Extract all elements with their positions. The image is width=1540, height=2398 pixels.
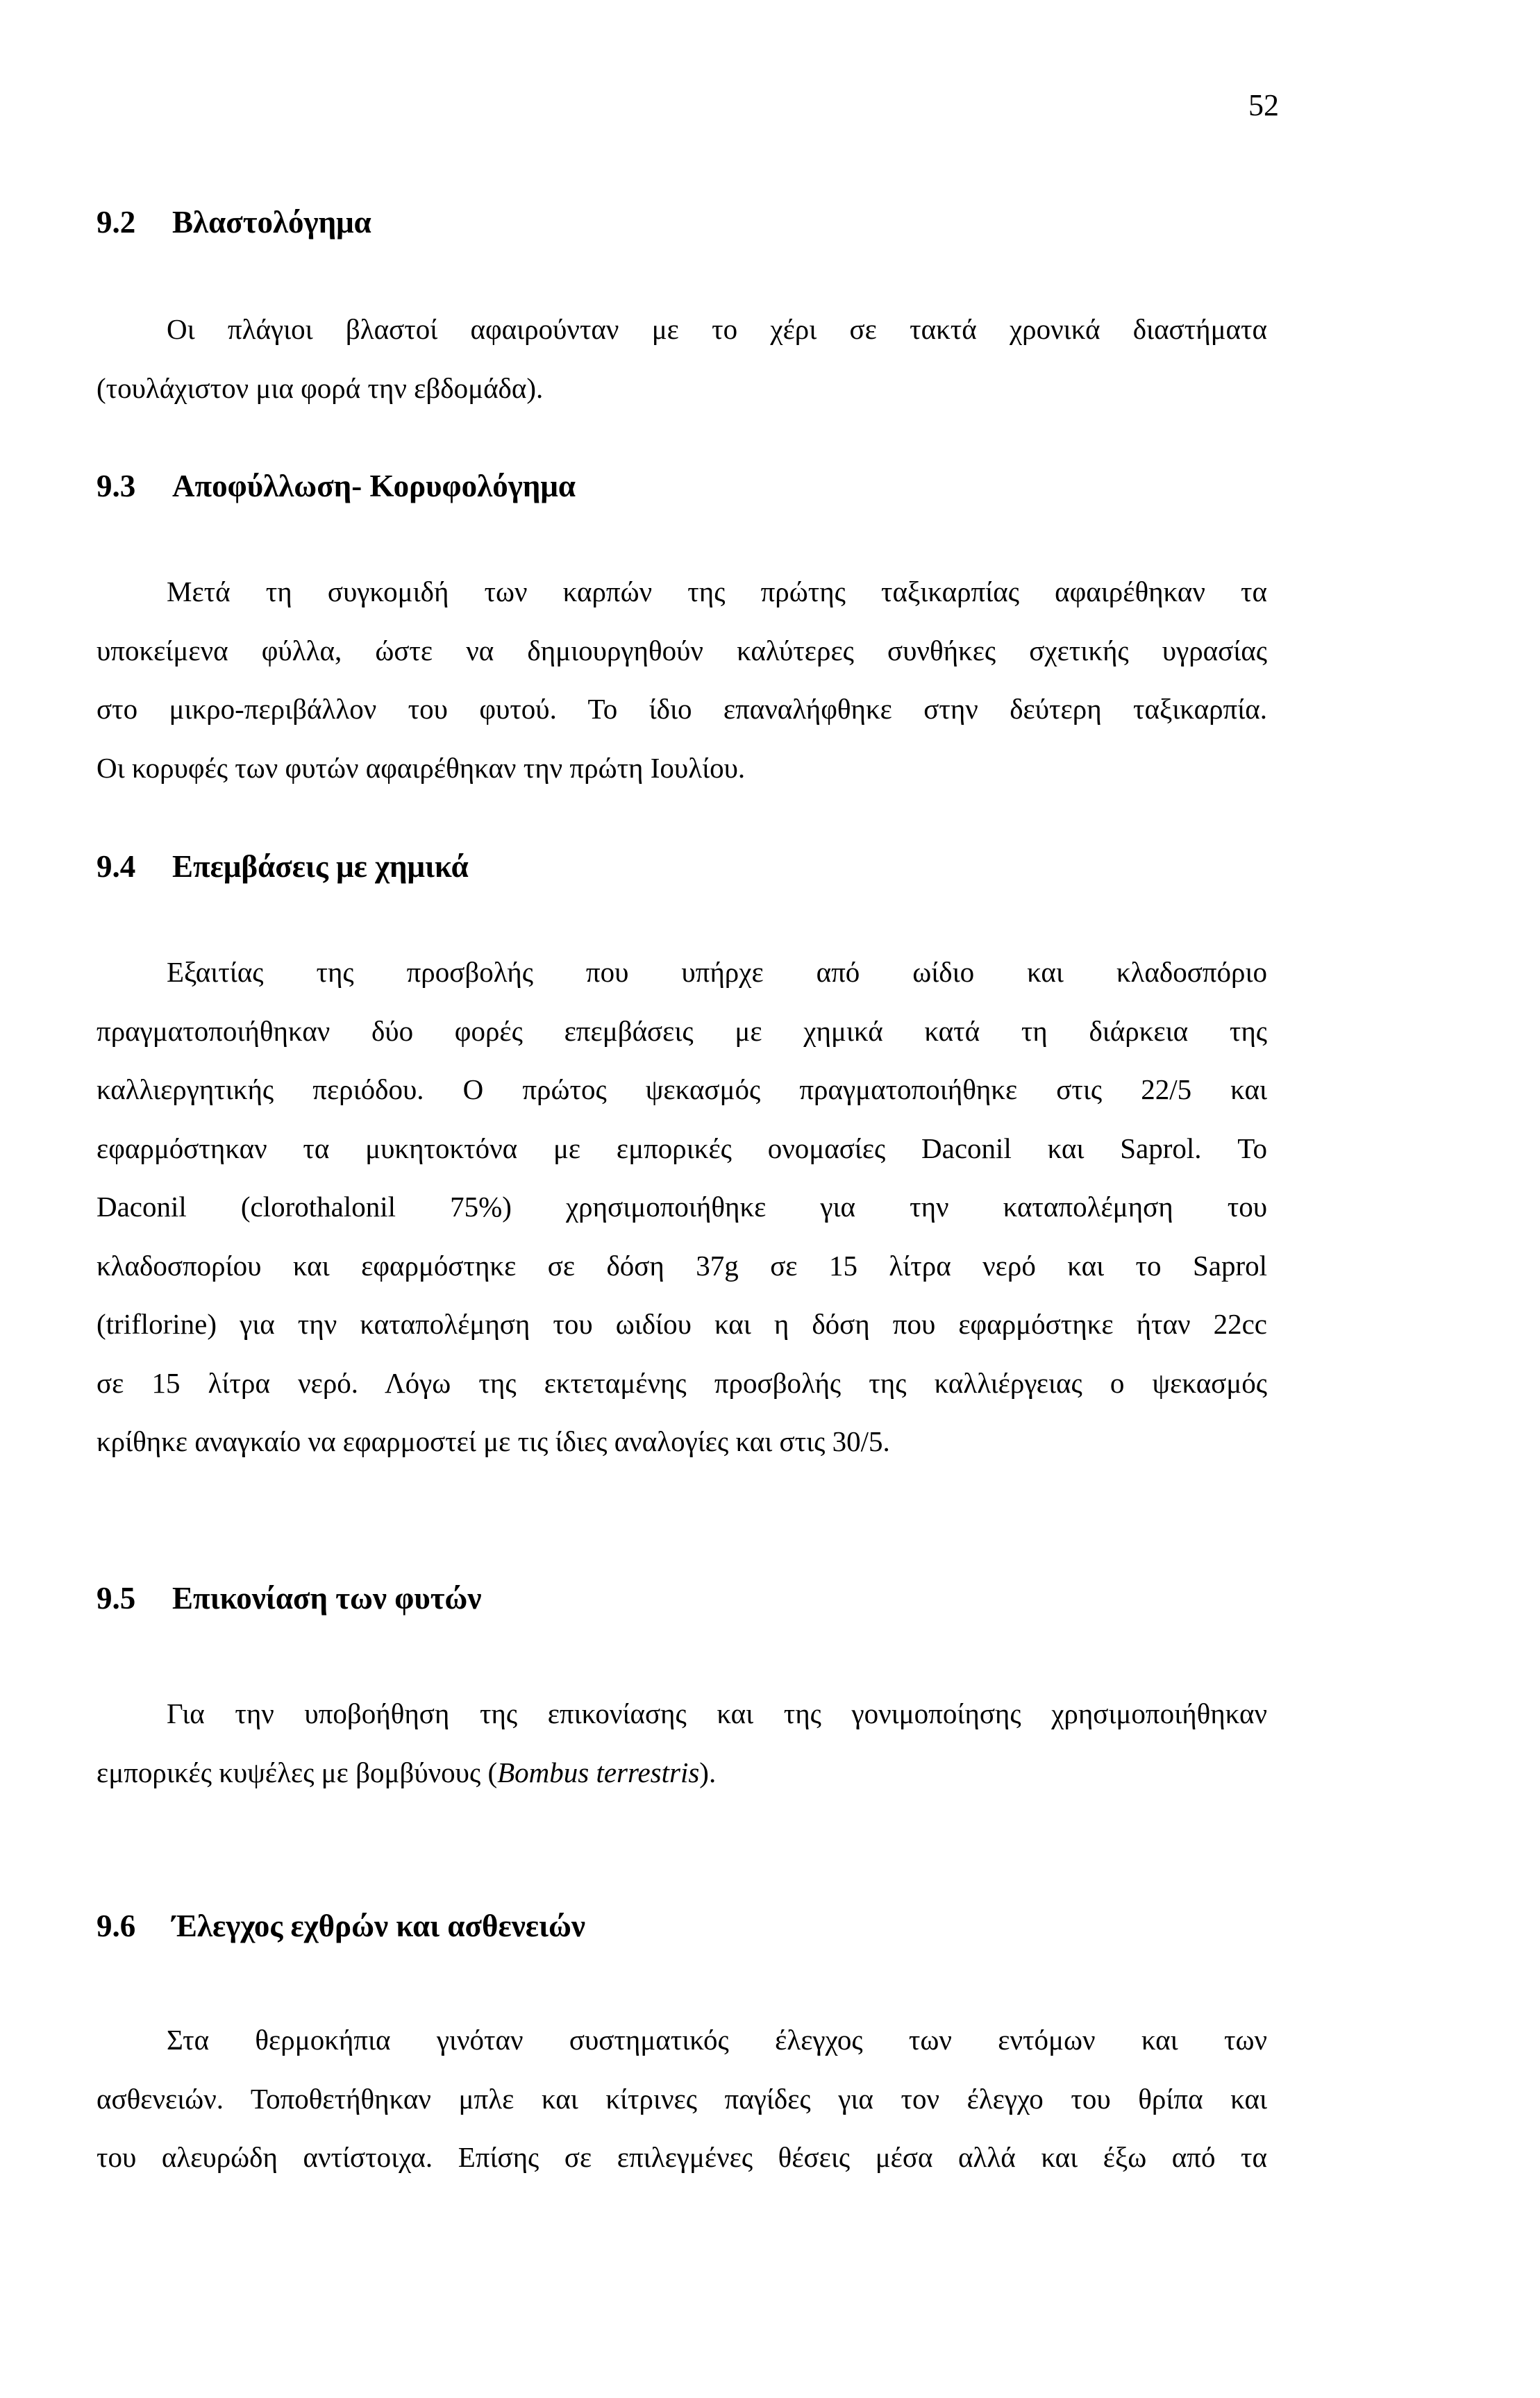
section-number: 9.3 — [97, 469, 136, 503]
section-number: 9.5 — [97, 1581, 136, 1616]
section-title: Επικονίαση των φυτών — [172, 1581, 482, 1616]
section-number: 9.4 — [97, 849, 136, 884]
section-heading-9-2 — [97, 201, 371, 243]
text-line: κλαδοσπορίου και εφαρμόστηκε σε δόση 37g σε 15 λίτρα νερό και το Saprol — [97, 1249, 1267, 1282]
text-line: σε 15 λίτρα νερό. Λόγω της εκτεταμένης προσβολής της καλλιέργειας ο ψεκασμός — [97, 1366, 1267, 1399]
paragraph-9-3 — [97, 562, 1267, 797]
text-line: Για την υποβοήθηση της επικονίασης και της γονιμοποίησης χρησιμοποιήθηκαν — [167, 1697, 1267, 1729]
section-heading-9-4 — [97, 846, 469, 887]
text-line: καλλιεργητικής περιόδου. Ο πρώτος ψεκασμός πραγματοποιήθηκε στις 22/5 και — [97, 1073, 1267, 1105]
text-line: Μετά τη συγκομιδή των καρπών της πρώτης ταξικαρπίας αφαιρέθηκαν τα — [167, 576, 1267, 607]
section-title: Επεμβάσεις με χημικά — [172, 849, 469, 884]
section-heading-9-5 — [97, 1577, 481, 1619]
text-line: Στα θερμοκήπια γινόταν συστηματικός έλεγχος των εντόμων και των — [167, 2024, 1267, 2056]
text-line: (τουλάχιστον μια φορά την εβδομάδα). — [97, 371, 544, 404]
text-line: υποκείμενα φύλλα, ώστε να δημιουργηθούν καλύτερες συνθήκες σχετικής υγρασίας — [97, 634, 1267, 666]
paragraph-9-2 — [97, 300, 1267, 417]
text-line: Οι πλάγιοι βλαστοί αφαιρούνταν με το χέρι σε τακτά χρονικά διαστήματα — [167, 313, 1267, 345]
text-segment: ). — [699, 1756, 717, 1788]
section-heading-9-3 — [97, 465, 576, 507]
text-line: του αλευρώδη αντίστοιχα. Επίσης σε επιλεγμένες θέσεις μέσα αλλά και έξω από τα — [97, 2141, 1267, 2173]
text-line: κρίθηκε αναγκαίο να εφαρμοστεί με τις ίδιες αναλογίες και στις 30/5. — [97, 1425, 890, 1457]
text-segment: εμπορικές κυψέλες με βομβύνους ( — [97, 1756, 498, 1788]
text-line: ασθενειών. Τοποθετήθηκαν μπλε και κίτρινες παγίδες για τον έλεγχο του θρίπα και — [97, 2082, 1267, 2115]
paragraph-9-4 — [97, 943, 1267, 1471]
text-line: (triflorine) για την καταπολέμηση του ωιδίου και η δόση που εφαρμόστηκε ήταν 22cc — [97, 1308, 1267, 1340]
text-line: εφαρμόστηκαν τα μυκητοκτόνα με εμπορικές ονομασίες Daconil και Saprol. Το — [97, 1132, 1267, 1164]
paragraph-9-5 — [97, 1684, 1267, 1802]
section-number: 9.2 — [97, 205, 136, 240]
text-line: Εξαιτίας της προσβολής που υπήρχε από ωίδιο και κλαδοσπόριο — [167, 956, 1267, 988]
paragraph-9-6 — [97, 2011, 1267, 2187]
section-title: Έλεγχος εχθρών και ασθενειών — [172, 1909, 585, 1943]
section-number: 9.6 — [97, 1909, 136, 1943]
text-line — [97, 1743, 1267, 1802]
species-name: Bombus terrestris — [497, 1756, 700, 1788]
page-number: 52 — [1248, 88, 1279, 122]
text-line: στο μικρο-περιβάλλον του φυτού. Το ίδιο επαναλήφθηκε στην δεύτερη ταξικαρπία. — [97, 693, 1267, 725]
section-title: Αποφύλλωση- Κορυφολόγημα — [172, 469, 576, 503]
text-line: πραγματοποιήθηκαν δύο φορές επεμβάσεις με χημικά κατά τη διάρκεια της — [97, 1014, 1267, 1047]
section-title: Βλαστολόγημα — [172, 205, 371, 240]
section-heading-9-6 — [97, 1905, 585, 1947]
text-line: Οι κορυφές των φυτών αφαιρέθηκαν την πρώτη Ιουλίου. — [97, 751, 746, 784]
text-line: Daconil (clorothalonil 75%) χρησιμοποιήθηκε για την καταπολέμηση του — [97, 1191, 1267, 1223]
